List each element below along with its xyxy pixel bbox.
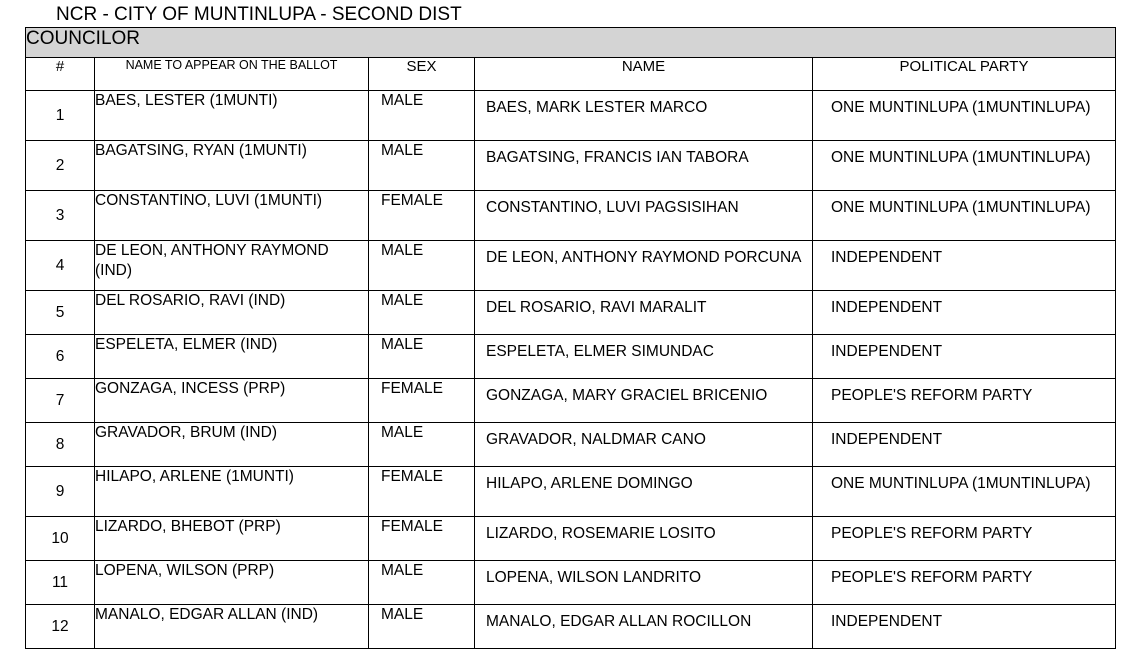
- political-party-cell: PEOPLE'S REFORM PARTY: [813, 517, 1116, 561]
- ballot-name-cell: CONSTANTINO, LUVI (1MUNTI): [95, 191, 369, 241]
- sex-cell: MALE: [369, 291, 475, 335]
- column-header-ballot-name: NAME TO APPEAR ON THE BALLOT: [95, 58, 369, 91]
- section-header-row: [26, 28, 1116, 58]
- full-name-cell: GONZAGA, MARY GRACIEL BRICENIO: [475, 379, 813, 423]
- sex-cell: MALE: [369, 141, 475, 191]
- row-number: 12: [26, 605, 95, 649]
- political-party-cell: PEOPLE'S REFORM PARTY: [813, 561, 1116, 605]
- table-row: [26, 605, 1116, 649]
- table-row: [26, 379, 1116, 423]
- row-number: 2: [26, 141, 95, 191]
- full-name-cell: MANALO, EDGAR ALLAN ROCILLON: [475, 605, 813, 649]
- ballot-name-cell: DE LEON, ANTHONY RAYMOND (IND): [95, 241, 369, 291]
- full-name-cell: LIZARDO, ROSEMARIE LOSITO: [475, 517, 813, 561]
- full-name-cell: BAES, MARK LESTER MARCO: [475, 91, 813, 141]
- sex-cell: FEMALE: [369, 191, 475, 241]
- political-party-cell: ONE MUNTINLUPA (1MUNTINLUPA): [813, 191, 1116, 241]
- ballot-name-cell: MANALO, EDGAR ALLAN (IND): [95, 605, 369, 649]
- ballot-name-cell: GRAVADOR, BRUM (IND): [95, 423, 369, 467]
- sex-cell: MALE: [369, 91, 475, 141]
- full-name-cell: DE LEON, ANTHONY RAYMOND PORCUNA: [475, 241, 813, 291]
- table-row: [26, 561, 1116, 605]
- political-party-cell: ONE MUNTINLUPA (1MUNTINLUPA): [813, 141, 1116, 191]
- row-number: 9: [26, 467, 95, 517]
- ballot-name-cell: BAES, LESTER (1MUNTI): [95, 91, 369, 141]
- ballot-name-cell: GONZAGA, INCESS (PRP): [95, 379, 369, 423]
- political-party-cell: INDEPENDENT: [813, 335, 1116, 379]
- political-party-cell: INDEPENDENT: [813, 423, 1116, 467]
- column-header-sex: SEX: [369, 58, 475, 91]
- sex-cell: MALE: [369, 561, 475, 605]
- row-number: 6: [26, 335, 95, 379]
- sex-cell: FEMALE: [369, 467, 475, 517]
- row-number: 11: [26, 561, 95, 605]
- sex-cell: MALE: [369, 423, 475, 467]
- political-party-cell: ONE MUNTINLUPA (1MUNTINLUPA): [813, 467, 1116, 517]
- ballot-name-cell: LOPENA, WILSON (PRP): [95, 561, 369, 605]
- table-row: [26, 517, 1116, 561]
- ballot-name-cell: ESPELETA, ELMER (IND): [95, 335, 369, 379]
- political-party-cell: INDEPENDENT: [813, 241, 1116, 291]
- sex-cell: MALE: [369, 241, 475, 291]
- ballot-name-cell: LIZARDO, BHEBOT (PRP): [95, 517, 369, 561]
- column-header-political-party: POLITICAL PARTY: [813, 58, 1116, 91]
- column-header-row: [26, 58, 1116, 91]
- table-row: [26, 191, 1116, 241]
- row-number: 5: [26, 291, 95, 335]
- table-row: [26, 423, 1116, 467]
- full-name-cell: GRAVADOR, NALDMAR CANO: [475, 423, 813, 467]
- row-number: 1: [26, 91, 95, 141]
- candidates-table: [25, 27, 1116, 649]
- ballot-name-cell: DEL ROSARIO, RAVI (IND): [95, 291, 369, 335]
- political-party-cell: PEOPLE'S REFORM PARTY: [813, 379, 1116, 423]
- full-name-cell: BAGATSING, FRANCIS IAN TABORA: [475, 141, 813, 191]
- table-row: [26, 241, 1116, 291]
- table-row: [26, 141, 1116, 191]
- ballot-name-cell: HILAPO, ARLENE (1MUNTI): [95, 467, 369, 517]
- table-row: [26, 291, 1116, 335]
- sex-cell: FEMALE: [369, 517, 475, 561]
- ballot-name-cell: BAGATSING, RYAN (1MUNTI): [95, 141, 369, 191]
- column-header-number: #: [26, 58, 95, 91]
- political-party-cell: INDEPENDENT: [813, 605, 1116, 649]
- sex-cell: MALE: [369, 335, 475, 379]
- row-number: 8: [26, 423, 95, 467]
- full-name-cell: LOPENA, WILSON LANDRITO: [475, 561, 813, 605]
- row-number: 10: [26, 517, 95, 561]
- full-name-cell: HILAPO, ARLENE DOMINGO: [475, 467, 813, 517]
- table-row: [26, 335, 1116, 379]
- full-name-cell: DEL ROSARIO, RAVI MARALIT: [475, 291, 813, 335]
- political-party-cell: ONE MUNTINLUPA (1MUNTINLUPA): [813, 91, 1116, 141]
- row-number: 4: [26, 241, 95, 291]
- row-number: 3: [26, 191, 95, 241]
- column-header-name: NAME: [475, 58, 813, 91]
- sex-cell: MALE: [369, 605, 475, 649]
- full-name-cell: ESPELETA, ELMER SIMUNDAC: [475, 335, 813, 379]
- table-row: [26, 91, 1116, 141]
- section-title: COUNCILOR: [26, 28, 1116, 58]
- political-party-cell: INDEPENDENT: [813, 291, 1116, 335]
- table-row: [26, 467, 1116, 517]
- full-name-cell: CONSTANTINO, LUVI PAGSISIHAN: [475, 191, 813, 241]
- sex-cell: FEMALE: [369, 379, 475, 423]
- document-title: NCR - CITY OF MUNTINLUPA - SECOND DIST: [56, 4, 462, 25]
- row-number: 7: [26, 379, 95, 423]
